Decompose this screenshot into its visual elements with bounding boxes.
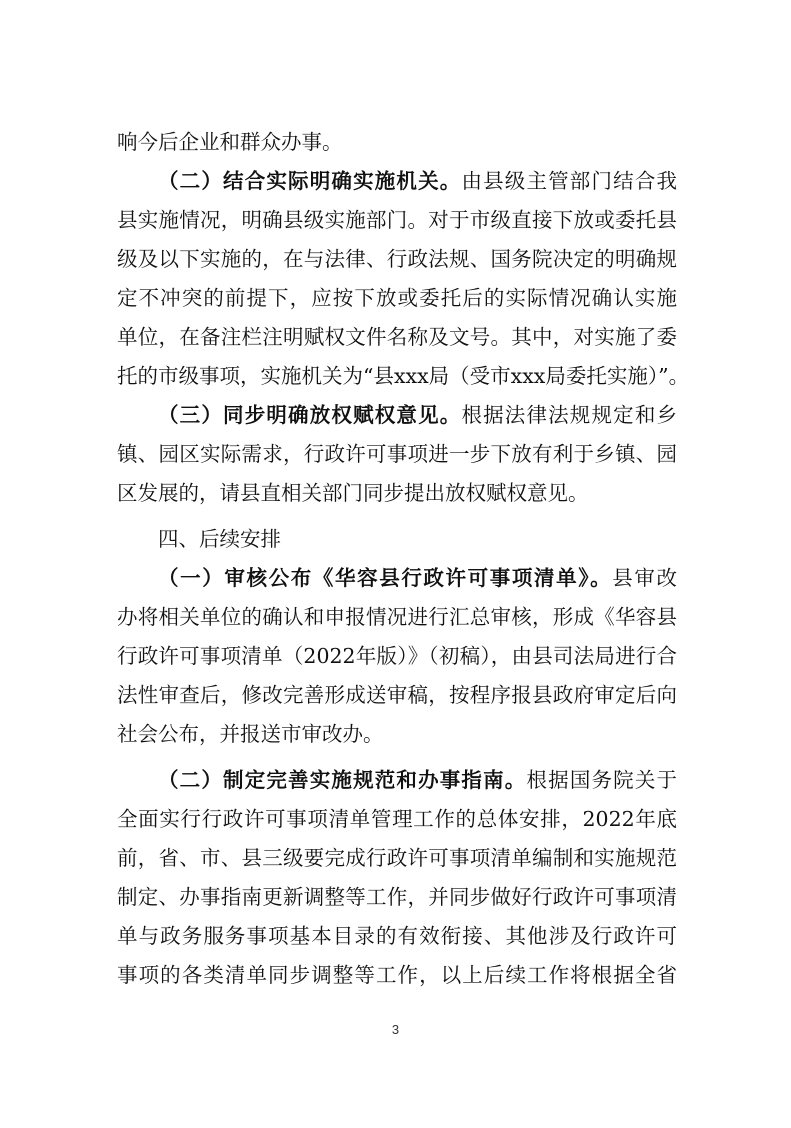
page-number: 3 [391, 1022, 400, 1037]
paragraph-line: 全面实行行政许可事项清单管理工作的总体安排，2022年底 [117, 807, 677, 831]
paragraph-line: 镇、园区实际需求，行政许可事项进一步下放有利于乡镇、园 [117, 442, 677, 466]
paragraph-text: 由县级主管部门结合我 [461, 169, 678, 193]
paragraph-line: 法性审查后，修改完善形成送审稿，按程序报县政府审定后向 [117, 683, 677, 707]
paragraph-text: 根据国务院关于 [526, 768, 678, 792]
paragraph-line: 办将相关单位的确认和申报情况进行汇总审核，形成《华容县 [117, 605, 677, 629]
paragraph-line: 制定、办事指南更新调整等工作，并同步做好行政许可事项清 [117, 885, 677, 909]
paragraph-line: 单位，在备注栏注明赋权文件名称及文号。其中，对实施了委 [117, 325, 677, 349]
paragraph-line: 响今后企业和群众办事。 [117, 130, 343, 154]
paragraph-line: 级及以下实施的，在与法律、行政法规、国务院决定的明确规 [117, 247, 677, 271]
paragraph-line: 县实施情况，明确县级实施部门。对于市级直接下放或委托县 [117, 208, 677, 232]
paragraph-line: 社会公布，并报送市审改办。 [117, 722, 384, 746]
section-heading: （二）制定完善实施规范和办事指南。 [158, 768, 527, 792]
section-line [158, 166, 677, 196]
paragraph-line: 单与政务服务事项基本目录的有效衔接、其他涉及行政许可 [117, 924, 677, 948]
paragraph-line: 区发展的，请县直相关部门同步提出放权赋权意见。 [117, 481, 589, 505]
paragraph-line: 前，省、市、县三级要完成行政许可事项清单编制和实施规范 [117, 846, 677, 870]
paragraph-line: 定不冲突的前提下，应按下放或委托后的实际情况确认实施 [117, 286, 677, 310]
section-heading: （二）结合实际明确实施机关。 [158, 169, 462, 193]
paragraph-line: 行政许可事项清单（2022年版）》（初稿），由县司法局进行合 [117, 644, 677, 668]
paragraph-line: 托的市级事项，实施机关为“县xxx局（受市xxx局委托实施）”。 [117, 364, 690, 388]
section-heading: （一）审核公布《华容县行政许可事项清单》。 [158, 566, 613, 590]
chapter-heading: 四、后续安排 [158, 527, 281, 551]
paragraph-line: 事项的各类清单同步调整等工作，以上后续工作将根据全省 [117, 963, 677, 987]
section-line [158, 563, 677, 593]
paragraph-text: 根据法律法规规定和乡 [461, 403, 678, 427]
section-heading: （三）同步明确放权赋权意见。 [158, 403, 462, 427]
section-line [158, 400, 677, 430]
paragraph-text: 县审改 [612, 566, 678, 590]
section-line [158, 765, 677, 795]
